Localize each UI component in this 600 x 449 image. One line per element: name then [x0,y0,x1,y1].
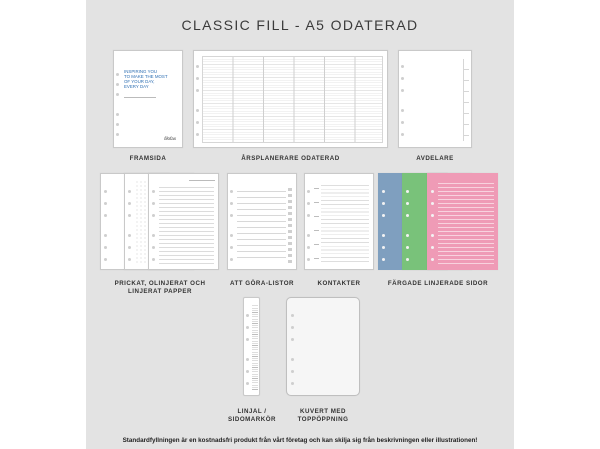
ring-hole [307,190,310,193]
ring-hole [116,123,119,126]
ring-hole [307,246,310,249]
ring-hole [152,246,155,249]
ring-hole [431,234,434,237]
ruler-scale [252,304,258,391]
front-page-line [124,97,156,98]
ring-hole [196,89,199,92]
caption-arsplanerare: ÅRSPLANERARE ODATERAD [241,155,340,162]
ring-hole [246,382,249,385]
contacts-labels [314,182,319,263]
ring-hole [431,202,434,205]
ring-hole [152,214,155,217]
front-page-sheet [113,50,183,148]
ring-hole [291,370,294,373]
ring-hole [116,83,119,86]
ring-hole [104,214,107,217]
ring-hole [128,258,131,261]
pink-lined-sheet [427,173,498,270]
ring-hole [406,258,409,261]
ring-hole [116,73,119,76]
ring-hole [116,133,119,136]
ring-hole [128,202,131,205]
caption-kuvert-line1: KUVERT MED [300,408,346,415]
ring-hole [307,234,310,237]
ring-hole [307,214,310,217]
front-page-slogan: INSPIRING YOU TO MAKE THE MOST OF YOUR DAY, EVERY DAY [124,69,168,89]
year-planner-sheet [193,50,388,148]
ring-hole [382,234,385,237]
ring-hole [128,246,131,249]
caption-kuvert-line2: TOPPÖPPNING [297,416,349,423]
ring-hole [431,190,434,193]
ruled-lines [159,184,214,265]
ring-hole [246,314,249,317]
ring-hole [116,113,119,116]
ring-hole [230,190,233,193]
ring-hole [401,89,404,92]
todo-lines [237,186,286,263]
ring-hole [291,314,294,317]
ring-hole [431,246,434,249]
ring-hole [382,214,385,217]
footer-disclaimer: Standardfyllningen är en kostnadsfri produkt från vårt företag och kan skilja sig från beskrivningen eller illustrationen! [122,437,478,444]
ring-hole [406,234,409,237]
ring-hole [196,65,199,68]
divider-sheet [398,50,472,148]
ring-hole [246,338,249,341]
pink-ruled-lines [438,180,494,265]
ring-hole [291,358,294,361]
caption-framsida: FRAMSIDA [129,155,167,162]
ring-hole [104,234,107,237]
ring-hole [246,358,249,361]
ring-hole [196,109,199,112]
caption-prickat-line2: LINJERAT PAPPER [128,288,192,295]
ring-hole [196,133,199,136]
ring-hole [196,121,199,124]
ring-hole [431,214,434,217]
ring-hole [104,258,107,261]
envelope-sheet [286,297,360,396]
todo-checkboxes [288,186,292,263]
ring-hole [406,246,409,249]
ring-hole [406,190,409,193]
ring-hole [382,202,385,205]
ring-hole [128,234,131,237]
ring-hole [401,65,404,68]
caption-fargade: FÄRGADE LINJERADE SIDOR [387,280,489,287]
ring-hole [431,258,434,261]
ring-hole [291,326,294,329]
ring-hole [152,258,155,261]
ring-hole [128,214,131,217]
contacts-sheet [304,173,374,270]
caption-prickat-line1: PRICKAT, OLINJERAT OCH [114,280,206,287]
ring-hole [152,190,155,193]
caption-kontakter: KONTAKTER [317,280,361,287]
ring-hole [401,77,404,80]
ring-hole [401,133,404,136]
ring-hole [152,234,155,237]
ring-hole [230,246,233,249]
ring-hole [152,202,155,205]
ring-hole [401,109,404,112]
caption-linjal-line1: LINJAL / [237,408,267,415]
ring-hole [291,338,294,341]
header-line [189,180,215,181]
ring-hole [230,234,233,237]
todo-sheet [227,173,297,270]
ring-hole [104,246,107,249]
ring-hole [230,258,233,261]
year-planner-grid [202,56,383,143]
ring-hole [128,190,131,193]
ring-hole [307,258,310,261]
caption-linjal-line2: SIDOMARKÖR [228,416,276,423]
ring-hole [406,202,409,205]
ring-hole [230,202,233,205]
ring-hole [382,258,385,261]
caption-att-gora: ATT GÖRA-LISTOR [230,280,294,287]
divider-tabs [463,59,469,141]
ring-hole [230,214,233,217]
ring-hole [307,202,310,205]
lined-paper-sheet [148,173,219,270]
caption-avdelare: AVDELARE [416,155,454,162]
page-title: CLASSIC FILL - A5 ODATERAD [181,17,419,33]
ring-hole [246,326,249,329]
ring-hole [406,214,409,217]
contacts-lines [321,182,369,263]
ring-hole [246,370,249,373]
ruler-sheet [243,297,260,396]
ring-hole [196,77,199,80]
ring-hole [382,190,385,193]
ring-hole [291,382,294,385]
ring-hole [382,246,385,249]
ring-hole [104,190,107,193]
ring-hole [401,121,404,124]
filofax-logo: filofax [164,136,176,141]
ring-hole [116,93,119,96]
ring-hole [104,202,107,205]
